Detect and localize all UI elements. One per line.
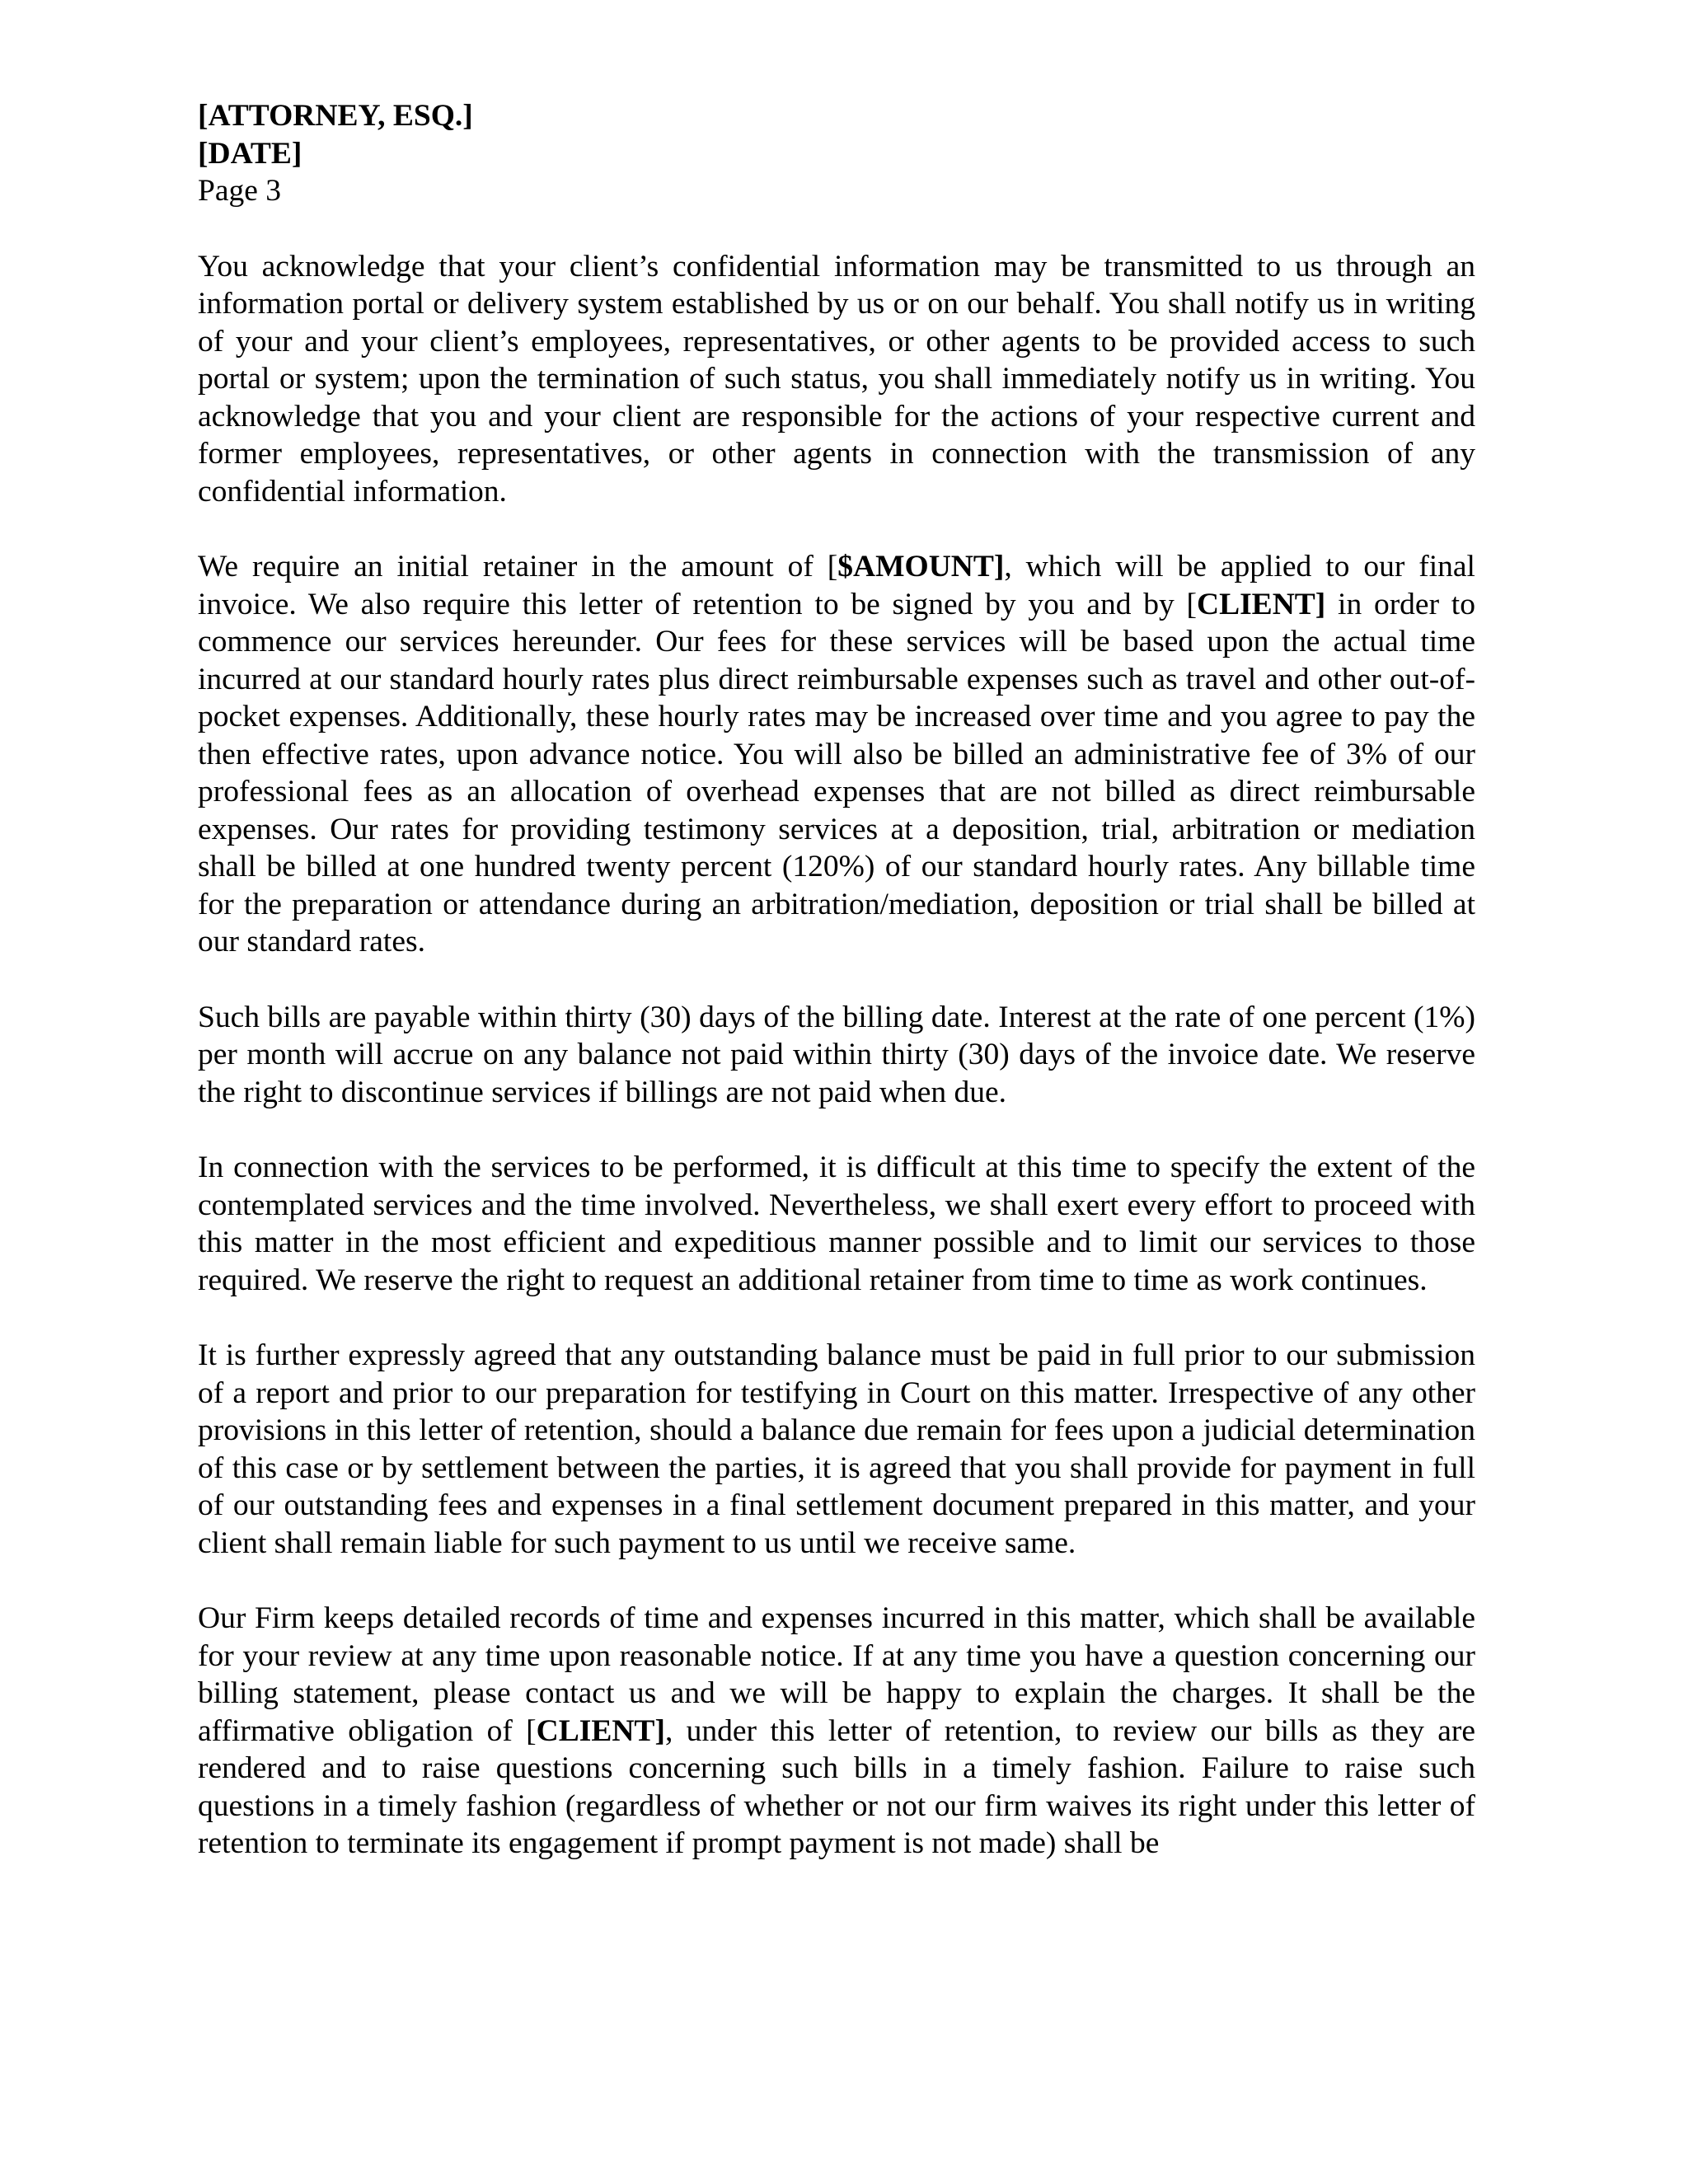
letter-date: [DATE] (198, 136, 302, 171)
client-placeholder: CLIENT] (536, 1713, 665, 1748)
paragraph-billing-records (198, 1600, 1475, 1863)
amount-placeholder: $AMOUNT] (837, 550, 1005, 583)
paragraph-retainer-fees (198, 548, 1475, 961)
paragraph-outstanding-balance: It is further expressly agreed that any outstanding balance must be paid in full prior to our submission of a report and prior to our preparation for testifying in Court on this matter. Irrespective of any other provisions in this letter of retention, should a balance due remain for fees upon a judicial determination of this case or by settlement between the parties, it is agreed that you shall provide for payment in full of our outstanding fees and expenses in a final settlement document prepared in this matter, and your client shall remain liable for such payment to us until we receive same. (198, 1338, 1475, 1560)
page-number: Page 3 (198, 174, 282, 208)
paragraph-scope-of-services: In connection with the services to be performed, it is difficult at this time to specify the extent of the contemplated services and the time involved. Nevertheless, we shall exert every effort to proceed with this matter in the most efficient and expeditious manner possible and to limit our services to those required. We reserve the right to request an additional retainer from time to time as work continues. (198, 1151, 1475, 1297)
paragraph-confidential-portal: You acknowledge that your client’s confidential information may be transmitted to us through an information portal or delivery system established by us or on our behalf. You shall notify us in writing of your and your client’s employees, representatives, or other agents to be provided access to such portal or system; upon the termination of such status, you shall immediately notify us in writing. You acknowledge that you and your client are responsible for the actions of your respective current and former employees, representatives, or other agents in connection with the transmission of any confidential information. (198, 249, 1475, 509)
retainer-text-a: We require an initial retainer in the amount of [ (198, 550, 838, 583)
retainer-text-b: , which will be applied to our final invoice. We also require this letter of retention to be signed by you and by [ (198, 550, 1475, 621)
retainer-text-c: in order to commence our services hereunder. Our fees for these services will be based upon the actual time incurred at our standard hourly rates plus direct reimbursable expenses such as travel and other out-of-pocket expenses. Additionally, these hourly rates may be increased over time and you agree to pay the then effective rates, upon advance notice. You will also be billed an administrative fee of 3% of our professional fees as an allocation of overhead expenses that are not billed as direct reimbursable expenses. Our rates for providing testimony services at a deposition, trial, arbitration or mediation shall be billed at one hundred twenty percent (120%) of our standard hourly rates. Any billable time for the preparation or attendance during an arbitration/mediation, deposition or trial shall be billed at our standard rates. (198, 587, 1475, 958)
client-placeholder: CLIENT] (1197, 587, 1326, 621)
paragraph-payment-terms: Such bills are payable within thirty (30) days of the billing date. Interest at the rate of one percent (1%) per month will accrue on any balance not paid within thirty (30) days of the invoice date. We reserve the right to discontinue services if billings are not paid when due. (198, 1000, 1475, 1109)
letter-body (198, 97, 1475, 1900)
records-text-b: , under this letter of retention, to review our bills as they are rendered and to raise questions concerning such bills in a timely fashion. Failure to raise such questions in a timely fashion (regardless of whether or not our firm waives its right under this letter of retention to terminate its engagement if prompt payment is not made) shall be (198, 1713, 1475, 1860)
records-text-a: Our Firm keeps detailed records of time and expenses incurred in this matter, which shall be available for your review at any time upon reasonable notice. If at any time you have a question concerning our billing statement, please contact us and we will be happy to explain the charges. It shall be the affirmative obligation of [ (198, 1601, 1475, 1748)
attorney-name: [ATTORNEY, ESQ.] (198, 99, 473, 133)
letter-header (198, 97, 1475, 210)
